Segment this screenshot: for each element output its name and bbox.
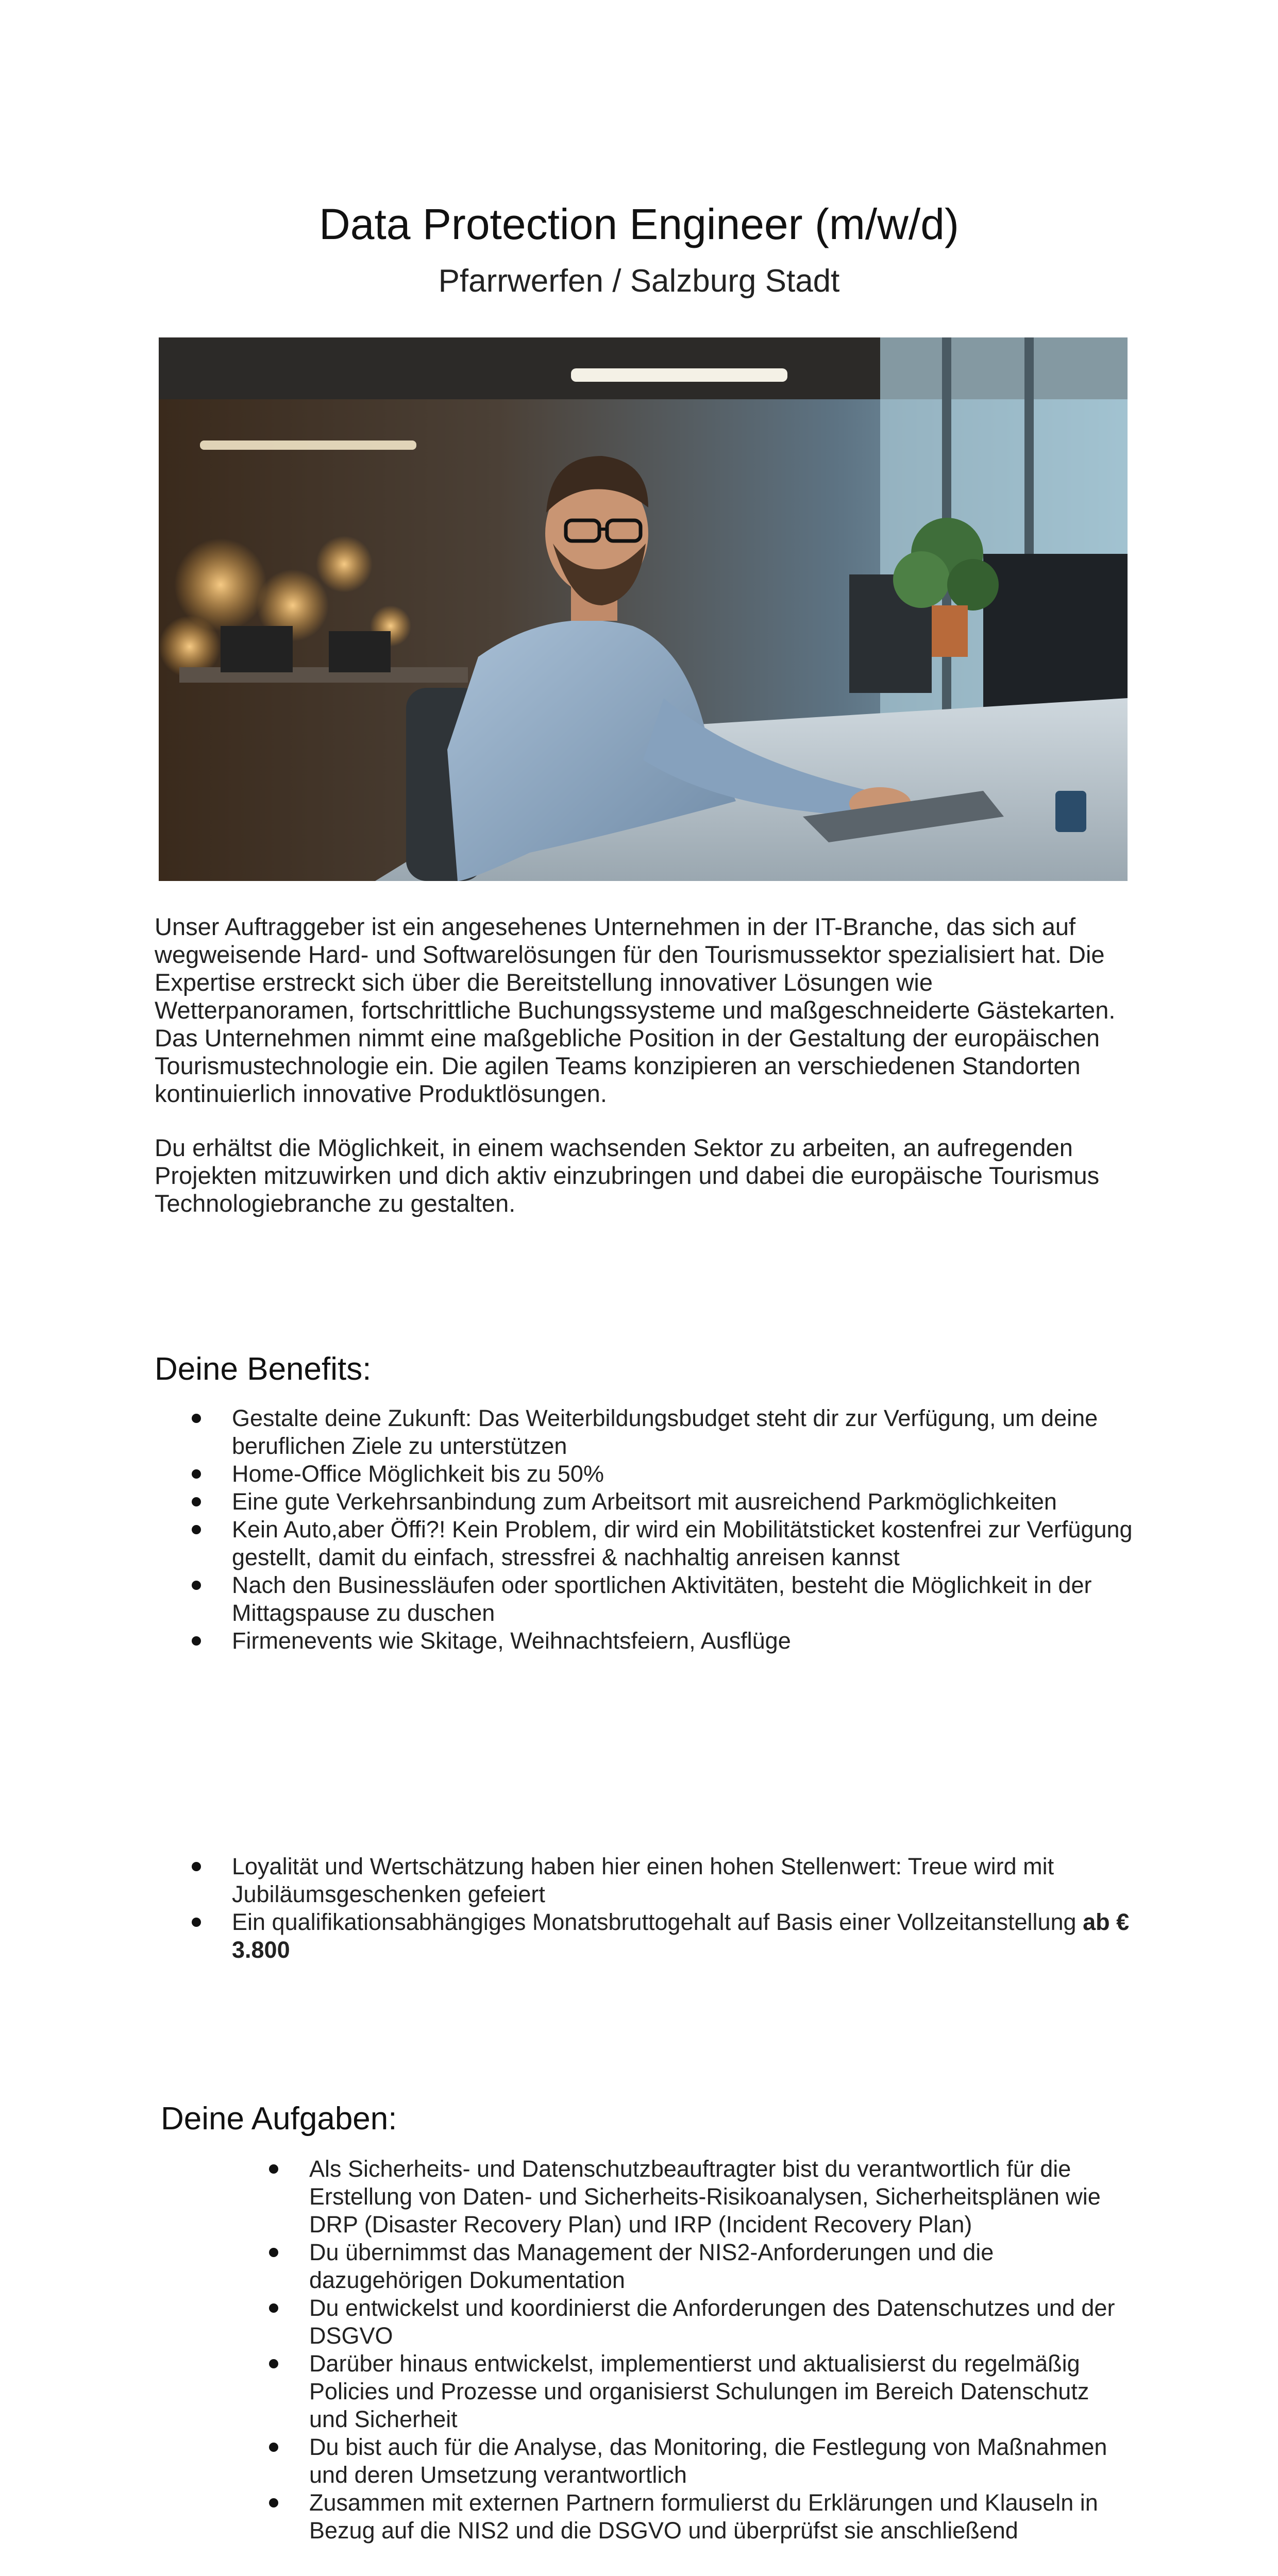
intro-paragraph-company: Unser Auftraggeber ist ein angesehenes Unternehmen in der IT-Branche, das sich auf wegweisende Hard- und Softwarelösungen für den Tourismussektor spezialisiert hat. Die Expertise erstreckt sich über die Bereitstellung innovativer Lösungen wie Wetterpanoramen, fortschrittliche Buchungssysteme und maßgeschneiderte Gästekarten. Das Unternehmen nimmt eine maßgebliche Position in der Gestaltung der europäischen Tourismustechnologie ein. Die agilen Teams konzipieren an verschiedenen Standorten kontinuierlich innovative Produktlösungen. [155, 913, 1116, 1107]
benefits-list-continued [155, 1853, 1134, 1964]
task-item: Du bist auch für die Analyse, das Monitoring, die Festlegung von Maßnahmen und deren Umsetzung verantwortlich [232, 2433, 1134, 2489]
job-title: Data Protection Engineer (m/w/d) [319, 200, 959, 248]
benefit-item: Firmenevents wie Skitage, Weihnachtsfeiern, Ausflüge [155, 1627, 1134, 1655]
tasks-heading: Deine Aufgaben: [161, 2101, 397, 2137]
task-item: Als Sicherheits- und Datenschutzbeauftragter bist du verantwortlich für die Erstellung von Daten- und Sicherheits-Risikoanalysen, Sicherheitsplänen wie DRP (Disaster Recovery Plan) und IRP (Incident Recovery Plan) [232, 2155, 1134, 2239]
hero-image [159, 337, 1128, 881]
tasks-list [232, 2155, 1134, 2545]
benefits-heading: Deine Benefits: [155, 1351, 372, 1387]
task-item: Du übernimmst das Management der NIS2-Anforderungen und die dazugehörigen Dokumentation [232, 2239, 1134, 2294]
task-item: Zusammen mit externen Partnern formulierst du Erklärungen und Klauseln in Bezug auf die NIS2 und die DSGVO und überprüfst sie anschließend [232, 2489, 1134, 2545]
benefit-item: Home-Office Möglichkeit bis zu 50% [155, 1460, 1134, 1488]
task-item: Du entwickelst und koordinierst die Anforderungen des Datenschutzes und der DSGVO [232, 2294, 1134, 2350]
benefit-item: Gestalte deine Zukunft: Das Weiterbildungsbudget steht dir zur Verfügung, um deine beruflichen Ziele zu unterstützen [155, 1404, 1134, 1460]
benefit-item: Kein Auto,aber Öffi?! Kein Problem, dir wird ein Mobilitätsticket kostenfrei zur Verfügung gestellt, damit du einfach, stressfrei & nachhaltig anreisen kannst [155, 1516, 1134, 1571]
benefit-item: Nach den Businessläufen oder sportlichen Aktivitäten, besteht die Möglichkeit in der Mittagspause zu duschen [155, 1571, 1134, 1627]
benefits-list [155, 1404, 1134, 1655]
benefit-item-salary [155, 1908, 1134, 1964]
benefit-item: Loyalität und Wertschätzung haben hier einen hohen Stellenwert: Treue wird mit Jubiläumsgeschenken gefeiert [155, 1853, 1134, 1908]
salary-amount: ab € 3.800 [232, 1909, 1130, 1963]
salary-text: Ein qualifikationsabhängiges Monatsbruttogehalt auf Basis einer Vollzeitanstellung [232, 1909, 1083, 1935]
task-item: Darüber hinaus entwickelst, implementierst und aktualisierst du regelmäßig Policies und Prozesse und organisierst Schulungen im Bereich Datenschutz und Sicherheit [232, 2350, 1134, 2433]
intro-paragraph-opportunity: Du erhältst die Möglichkeit, in einem wachsenden Sektor zu arbeiten, an aufregenden Projekten mitzuwirken und dich aktiv einzubringen und dabei die europäische Tourismus Technologiebranche zu gestalten. [155, 1134, 1100, 1217]
job-location: Pfarrwerfen / Salzburg Stadt [438, 263, 840, 299]
benefit-item: Eine gute Verkehrsanbindung zum Arbeitsort mit ausreichend Parkmöglichkeiten [155, 1488, 1134, 1516]
